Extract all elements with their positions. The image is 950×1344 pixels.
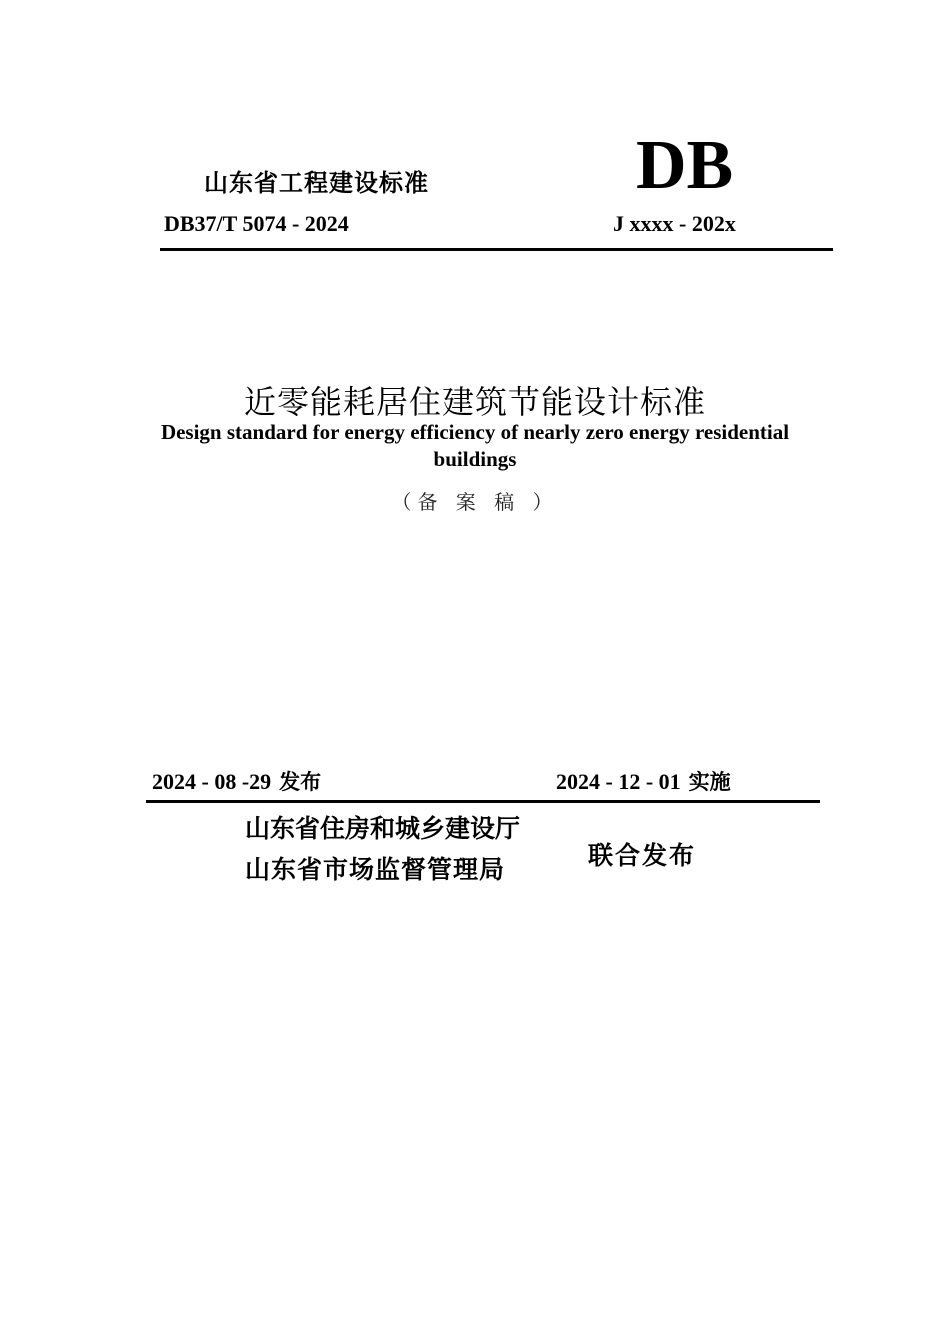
standard-code: DB37/T 5074 - 2024: [164, 211, 349, 236]
effective-label: 实施: [688, 770, 731, 794]
title-chinese: 近零能耗居住建筑节能设计标准: [243, 383, 706, 421]
header-divider: [160, 248, 833, 251]
issuer-market-regulation: 山东省市场监督管理局: [245, 855, 506, 884]
title-english: Design standard for energy efficiency of nearly zero energy residential buildings: [160, 420, 790, 471]
publish-label: 发布: [279, 770, 322, 794]
publish-date: 2024 - 08 -29: [152, 769, 272, 794]
standard-category-label: 山东省工程建设标准: [204, 169, 429, 197]
joint-release-label: 联合发布: [588, 841, 697, 870]
effective-date-line: [556, 766, 731, 796]
effective-date: 2024 - 12 - 01: [556, 769, 681, 794]
record-code: J xxxx - 202x: [613, 211, 736, 236]
db-mark: DB: [636, 127, 734, 204]
issuer-housing-department: 山东省住房和城乡建设厅: [245, 814, 521, 843]
footer-divider: [146, 800, 820, 803]
draft-note: （备 案 稿 ）: [391, 490, 559, 514]
publish-date-line: [152, 766, 321, 796]
